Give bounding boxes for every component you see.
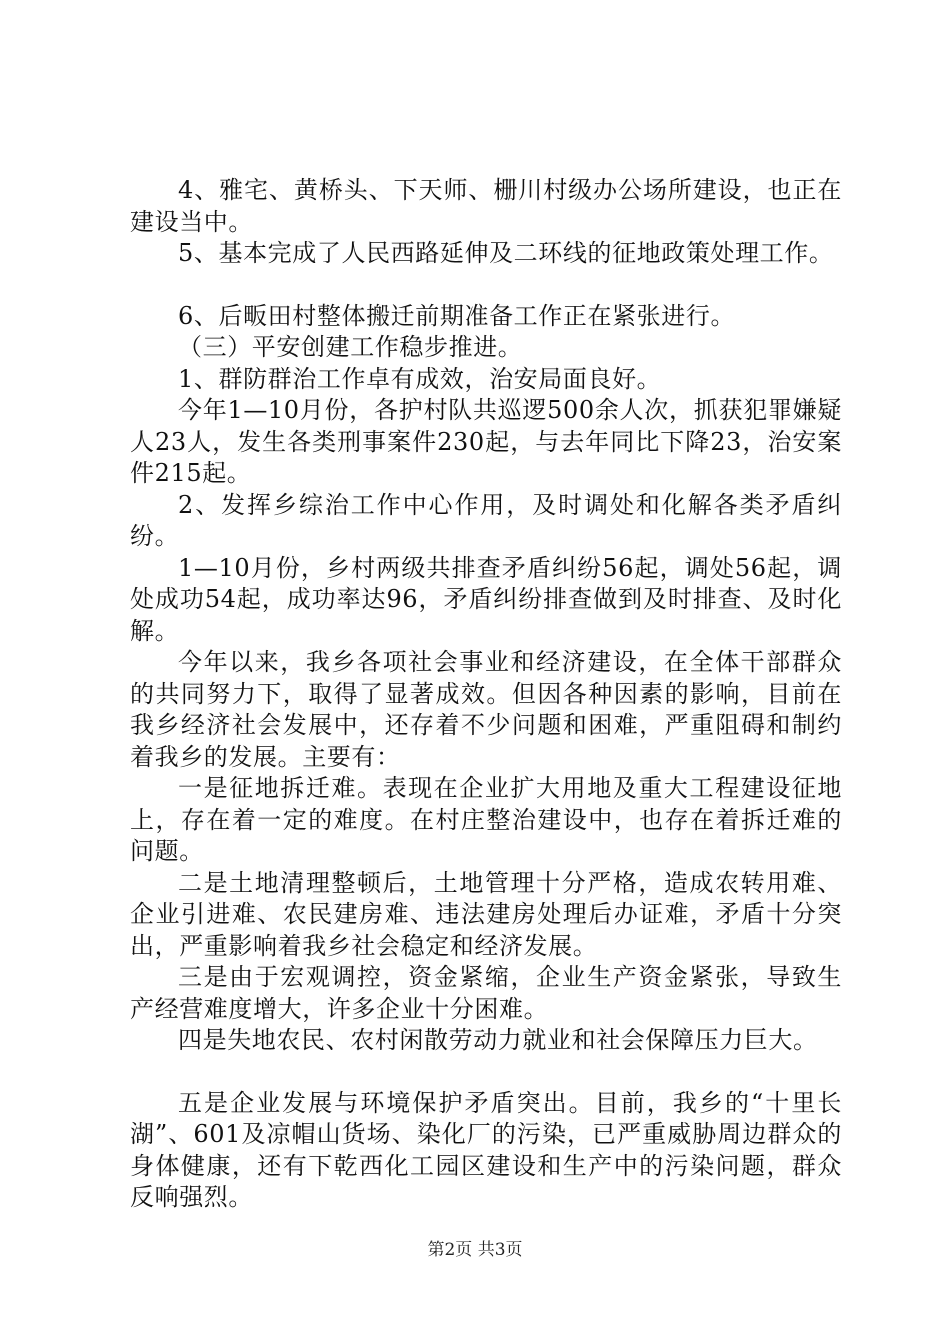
paragraph-problems-intro: 今年以来，我乡各项社会事业和经济建设，在全体干部群众的共同努力下，取得了显著成效。但因各种因素的影响，目前在我乡经济社会发展中，还存着不少问题和困难，严重阻碍和制约着我乡的发展。主要有：	[130, 648, 842, 771]
paragraph-office-construction: 4、雅宅、黄桥头、下天师、栅川村级办公场所建设，也正在建设当中。	[130, 176, 842, 236]
paragraph-problem-3: 三是由于宏观调控，资金紧缩，企业生产资金紧张，导致生产经营难度增大，许多企业十分困难。	[130, 963, 842, 1023]
document-body	[130, 175, 842, 1214]
paragraph-public-security: 1、群防群治工作卓有成效，治安局面良好。	[178, 364, 662, 393]
paragraph-land-acquisition: 5、基本完成了人民西路延伸及二环线的征地政策处理工作。	[178, 239, 834, 267]
section-heading-safety: （三）平安创建工作稳步推进。	[178, 333, 523, 361]
page-number-footer: 第2页 共3页	[427, 1240, 523, 1260]
paragraph-problem-2: 二是土地清理整顿后，土地管理十分严格，造成农转用难、企业引进难、农民建房难、违法建房处理后办证难，矛盾十分突出，严重影响着我乡社会稳定和经济发展。	[130, 868, 842, 960]
paragraph-dispute-stats: 1—10月份，乡村两级共排查矛盾纠纷56起，调处56起，调处成功54起，成功率达96，矛盾纠纷排查做到及时排查、及时化解。	[130, 553, 842, 645]
paragraph-village-relocation: 6、后畈田村整体搬迁前期准备工作正在紧张进行。	[178, 301, 736, 330]
paragraph-problem-1: 一是征地拆迁难。表现在企业扩大用地及重大工程建设征地上，存在着一定的难度。在村庄整治建设中，也存在着拆迁难的问题。	[130, 774, 842, 865]
paragraph-mediation-center: 2、发挥乡综治工作中心作用，及时调处和化解各类矛盾纠纷。	[130, 490, 842, 550]
paragraph-problem-5: 五是企业发展与环境保护矛盾突出。目前，我乡的“十里长湖”、601及凉帽山货场、染化厂的污染，已严重威胁周边群众的身体健康，还有下乾西化工园区建设和生产中的污染问题，群众反响强烈。	[130, 1088, 842, 1211]
paragraph-patrol-stats: 今年1—10月份，各护村队共巡逻500余人次，抓获犯罪嫌疑人23人，发生各类刑事案件230起，与去年同比下降23，治安案件215起。	[130, 396, 842, 487]
paragraph-problem-4: 四是失地农民、农村闲散劳动力就业和社会保障压力巨大。	[178, 1026, 818, 1054]
